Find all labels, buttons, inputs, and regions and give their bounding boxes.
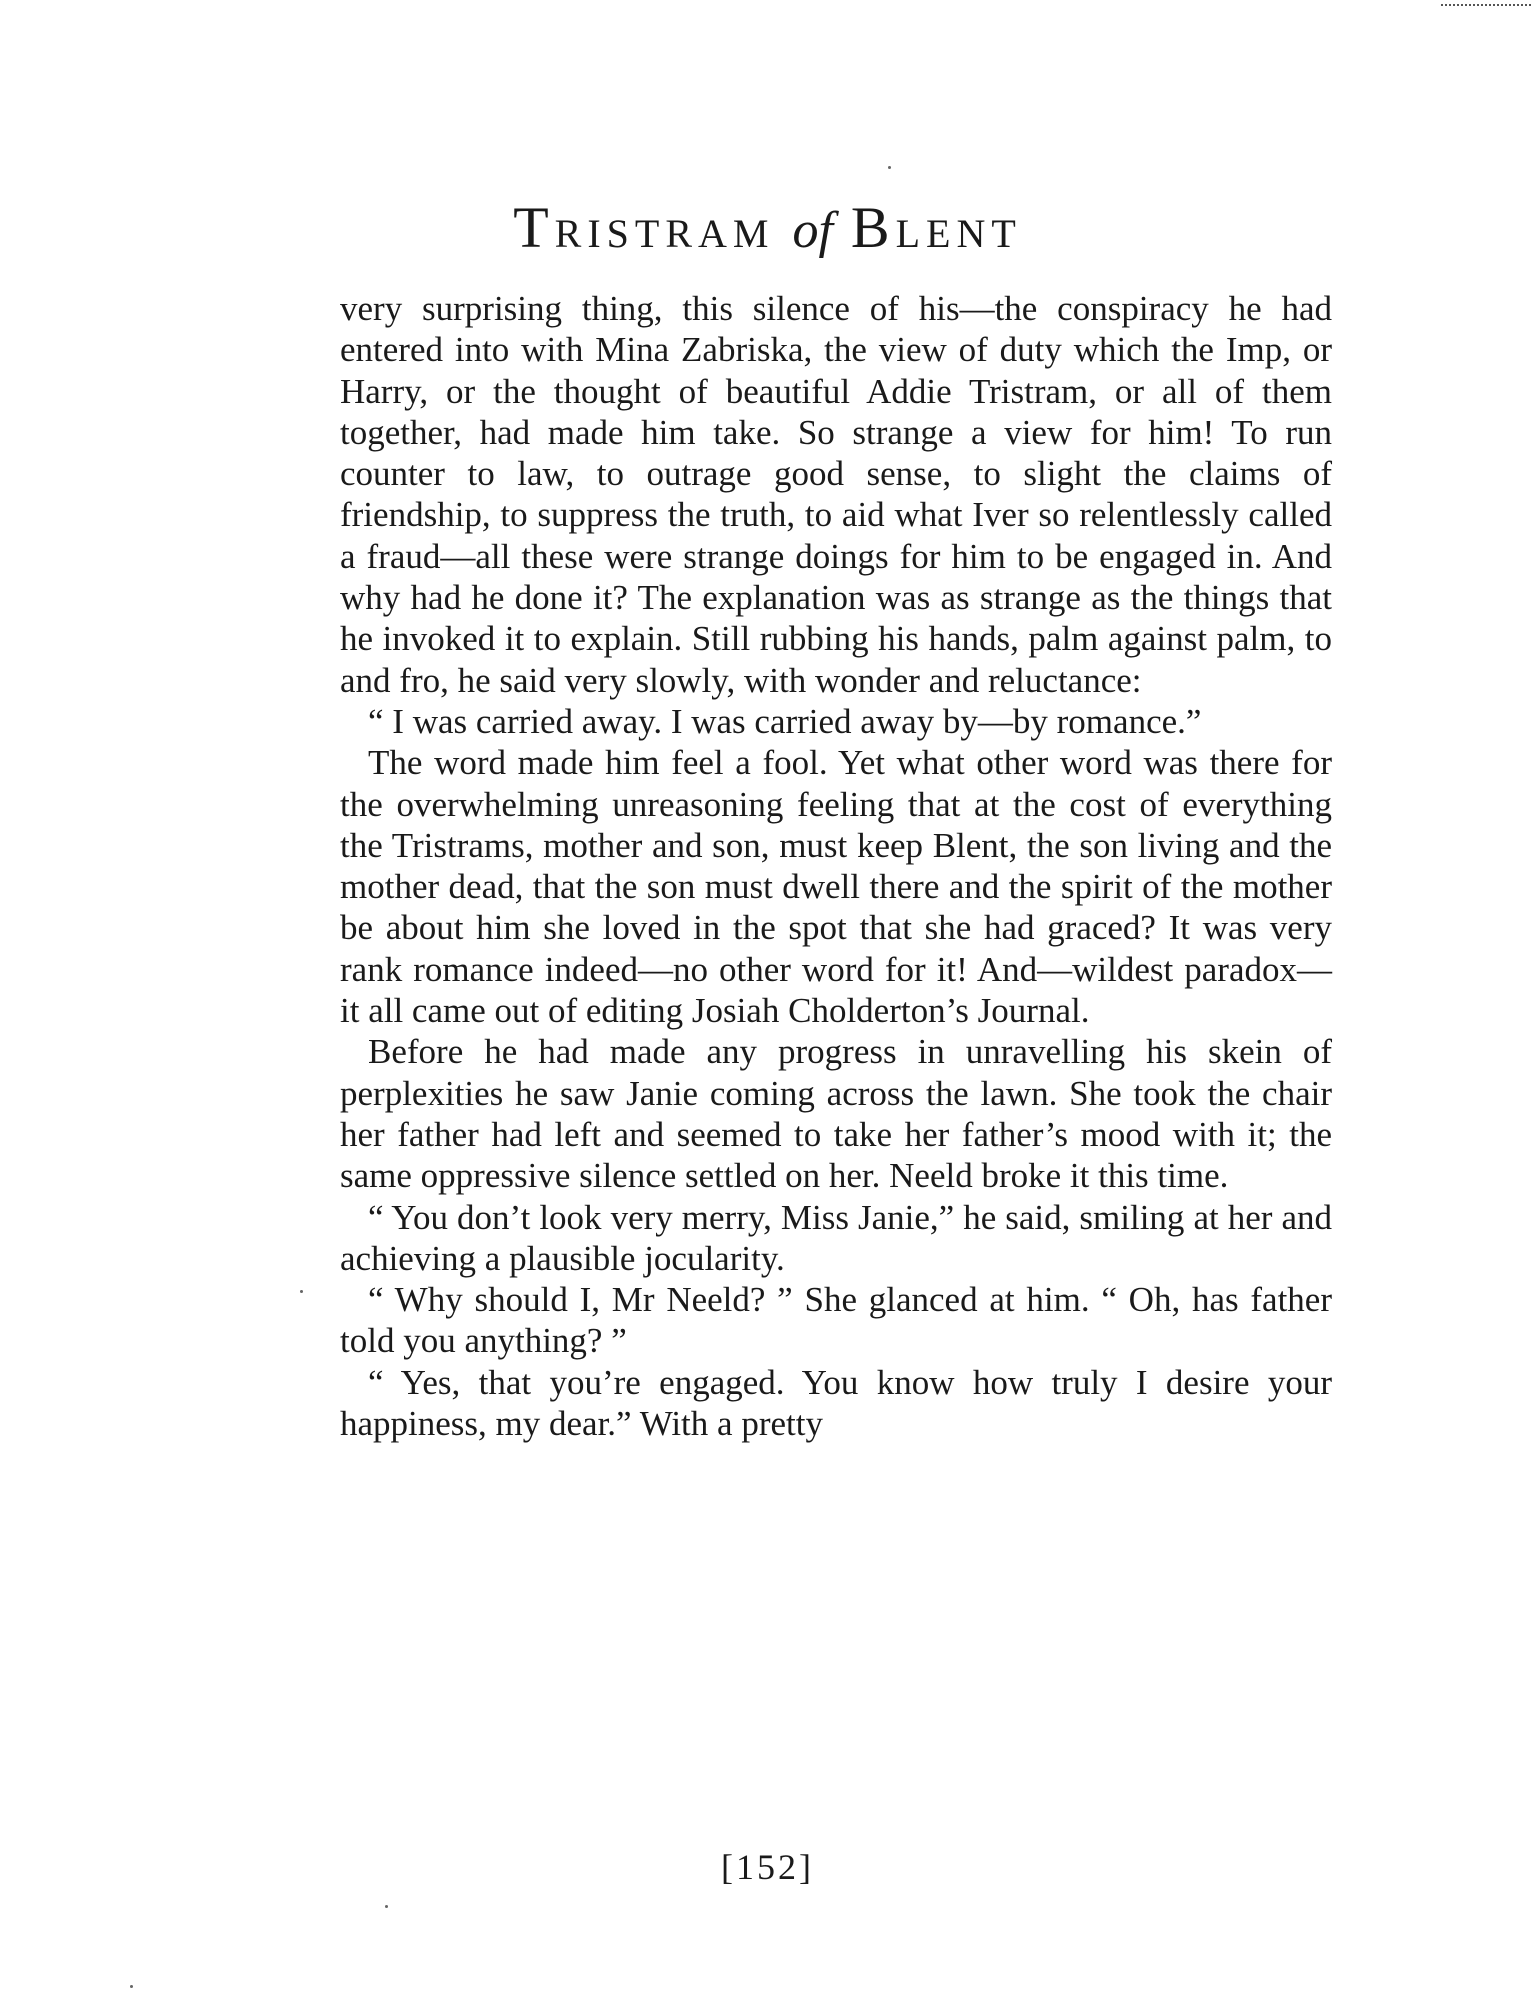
paragraph-7: “ Yes, that you’re engaged. You know how truly I desire your happiness, my dear.” With a pretty	[340, 1362, 1332, 1444]
scan-speck	[385, 1905, 388, 1908]
scan-speck	[130, 1985, 133, 1988]
header-title-blent: BLENT	[850, 195, 1022, 260]
paragraph-3: The word made him feel a fool. Yet what other word was there for the overwhelming unreasoning feeling that at the cost of everything the Tristrams, mother and son, must keep Blent, the son living and the mother dead, that the son must dwell there and the spirit of the mother be about him she loved in the spot that she had graced? It was very rank romance indeed—no other word for it! And—wildest paradox—it all came out of editing Josiah Cholderton’s Journal.	[340, 743, 1332, 1031]
body-text	[340, 288, 1332, 1444]
paragraph-4: Before he had made any progress in unravelling his skein of perplexities he saw Janie coming across the lawn. She took the chair her father had left and seemed to take her father’s mood with it; the same oppressive silence settled on her. Neeld broke it this time.	[340, 1032, 1332, 1196]
scan-speck	[888, 166, 891, 169]
paragraph-5: “ You don’t look very merry, Miss Janie,” he said, smiling at her and achieving a plausible jocularity.	[340, 1197, 1332, 1278]
paragraph-1: very surprising thing, this silence of his—the conspiracy he had entered into with Mina Zabriska, the view of duty which the Imp, or Harry, or the thought of beautiful Addie Tristram, or all of them together, had made him take. So strange a view for him! To run counter to law, to outrage good sense, to slight the claims of friendship, to suppress the truth, to aid what Iver so relentlessly called a fraud—all these were strange doings for him to be engaged in. And why had he done it? The explanation was as strange as the things that he invoked it to explain. Still rubbing his hands, palm against palm, to and fro, he said very slowly, with wonder and reluctance:	[340, 289, 1332, 700]
paragraph-2: “ I was carried away. I was carried away by—by romance.”	[368, 701, 1202, 741]
header-title-tristram: TRISTRAM	[513, 195, 775, 260]
scan-corner-mark	[1441, 4, 1531, 8]
scan-speck	[300, 1290, 303, 1293]
paragraph-6: “ Why should I, Mr Neeld? ” She glanced at him. “ Oh, has father told you anything? ”	[340, 1280, 1332, 1361]
running-header	[0, 195, 1535, 264]
page-number: [152]	[721, 1847, 814, 1887]
header-title-of: of	[792, 202, 833, 259]
